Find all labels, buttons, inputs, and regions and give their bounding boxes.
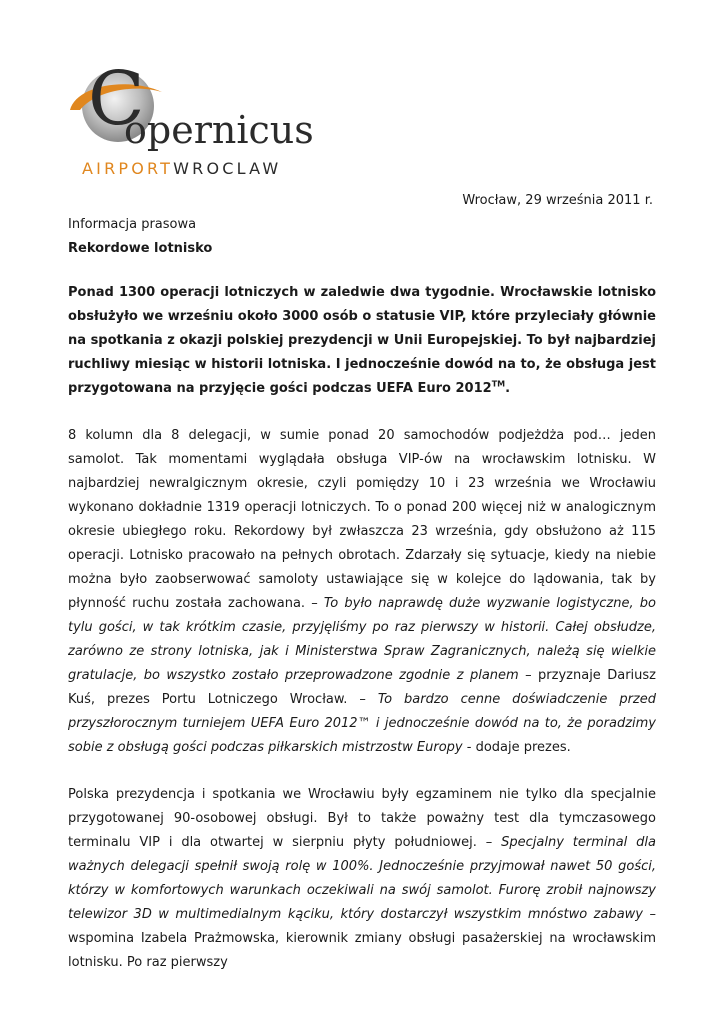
- copernicus-airport-logo: [66, 56, 336, 184]
- headline: Rekordowe lotnisko: [68, 241, 213, 256]
- p1-quote-2: To bardzo cenne doświadczenie przed przyszłorocznym turniejem UEFA Euro 2012™ i jednocześnie dowód na to, że poradzimy sobie z obsługą gości podczas piłkarskich mistrzostw Europy: [68, 692, 656, 755]
- p1-text-2: – przyznaje Dariusz Kuś, prezes Portu Lotniczego Wrocław. –: [68, 668, 657, 707]
- document-type: Informacja prasowa: [68, 217, 197, 232]
- p2-quote-1: Specjalny terminal dla ważnych delegacji spełnił swoją rolę w 100%. Jednocześnie przyjmował nawet 50 gości, którzy w komfortowych warunkach oczekiwali na swój samolot. Furorę zrobił najnowszy telewizor 3D w multimedialnym kąciku, który dostarczył wszystkim mnóstwo zabawy: [68, 835, 656, 922]
- trademark-mark: TM: [491, 379, 506, 389]
- body-paragraph-2: [68, 783, 656, 975]
- document-date: Wrocław, 29 września 2011 r.: [462, 193, 653, 208]
- logo-airport: AIRPORT: [82, 159, 174, 178]
- p2-text-1: Polska prezydencja i spotkania we Wrocławiu były egzaminem nie tylko dla specjalnie przygotowanej 90-osobowej obsługi. Był to także poważny test dla tymczasowego terminalu VIP i dla otwartej w sierpniu płyty południowej. –: [68, 787, 656, 850]
- lead-end: .: [505, 381, 511, 396]
- p1-text-1: 8 kolumn dla 8 delegacji, w sumie ponad 20 samochodów podjeżdża pod… jeden samolot. Tak momentami wyglądała obsługa VIP-ów na wrocławskim lotnisku. W najbardziej newralgicznym okresie, czyli pomiędzy 10 i 23 września we Wrocławiu wykonano dokładnie 1319 operacji lotniczych. To o ponad 200 więcej niż w analogicznym okresie ubiegłego roku. Rekordowy był zwłaszcza 23 września, gdy obsłużono aż 115 operacji. Lotnisko pracowało na pełnych obrotach. Zdarzały się sytuacje, kiedy na niebie można było zaobserwować samoloty ustawiające się w kolejce do lądowania, tak by płynność ruchu została zachowana. –: [68, 428, 656, 611]
- logo-subtitle: [82, 159, 281, 178]
- lead-text: Ponad 1300 operacji lotniczych w zaledwie dwa tygodnie. Wrocławskie lotnisko obsłużyło we wrześniu około 3000 osób o statusie VIP, które przyleciały głównie na spotkania z okazji polskiej prezydencji w Unii Europejskiej. To był najbardziej ruchliwy miesiąc w historii lotniska. I jednocześnie dowód na to, że obsługa jest przygotowana na przyjęcie gości podczas UEFA Euro 2012: [68, 285, 656, 396]
- p1-text-3: - dodaje prezes.: [462, 740, 571, 755]
- p1-quote-1: To było naprawdę duże wyzwanie logistyczne, bo tylu gości, w tak krótkim czasie, przyjęliśmy po raz pierwszy w historii. Całej obsłudze, zarówno ze strony lotniska, jak i Ministerstwa Spraw Zagranicznych, należą się wielkie gratulacje, bo wszystko zostało przeprowadzone zgodnie z planem: [68, 596, 656, 683]
- logo-wordmark: opernicus: [124, 108, 314, 152]
- logo-city: WROCLAW: [173, 159, 282, 178]
- press-release-body: [68, 213, 656, 975]
- body-paragraph-1: [68, 424, 656, 760]
- logo-initial: C: [88, 56, 145, 142]
- lead-paragraph: [68, 281, 656, 401]
- p2-text-2: – wspomina Izabela Prażmowska, kierownik zmiany obsługi pasażerskiej na wrocławskim lotnisku. Po raz pierwszy: [68, 907, 656, 970]
